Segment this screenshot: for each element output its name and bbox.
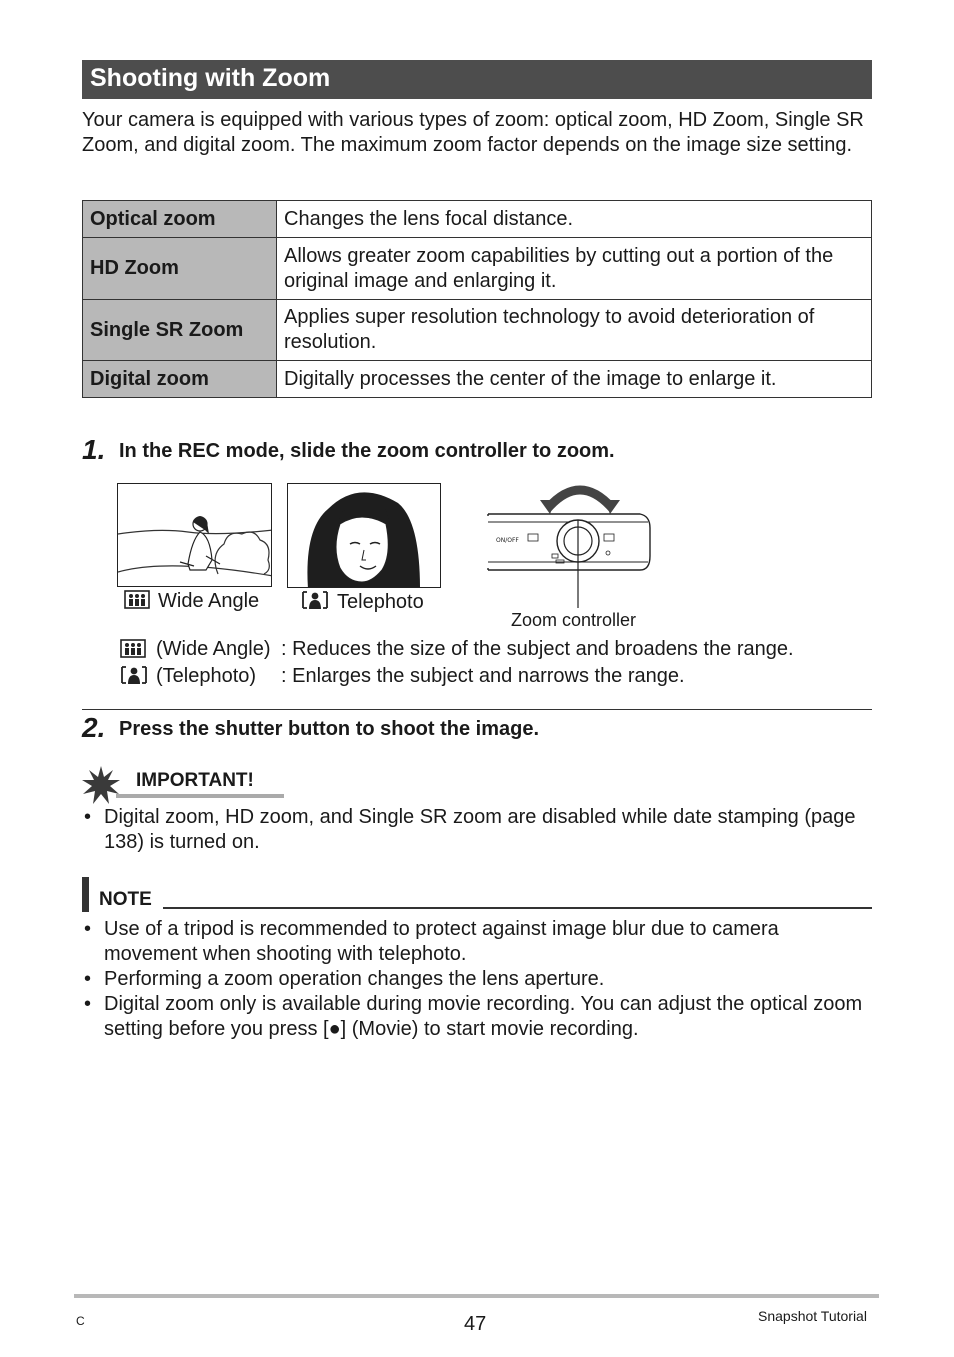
zoom-controller-caption: Zoom controller — [511, 610, 637, 630]
table-row — [83, 300, 872, 361]
zoom-type-name: Optical zoom — [83, 201, 277, 238]
step-divider — [82, 709, 872, 710]
note-label: NOTE — [99, 889, 152, 910]
zoom-type-desc: Digitally processes the center of the image to enlarge it. — [277, 361, 872, 398]
zoom-type-desc: Applies super resolution technology to avoid deterioration of resolution. — [277, 300, 872, 361]
table-row — [83, 361, 872, 398]
telephoto-icon — [301, 590, 329, 616]
list-item: • Digital zoom, HD zoom, and Single SR zoom are disabled while date stamping (page 138) is turned on. — [84, 806, 856, 853]
list-item: • Performing a zoom operation changes the lens aperture. — [84, 968, 605, 990]
note-rule — [163, 907, 872, 909]
list-item-text: Use of a tripod is recommended to protect against image blur due to camera movement when shooting with telephoto. — [104, 918, 779, 965]
footer-bar — [74, 1294, 879, 1298]
step-1-text: In the REC mode, slide the zoom controller to zoom. — [119, 440, 615, 462]
zoom-type-name: Single SR Zoom — [83, 300, 277, 361]
zoom-type-desc: Changes the lens focal distance. — [277, 201, 872, 238]
telephoto-illustration — [287, 483, 441, 588]
camera-onoff-label: ON/OFF — [496, 537, 519, 544]
telephoto-portrait-icon — [288, 484, 441, 588]
zoom-type-desc: Allows greater zoom capabilities by cutting out a portion of the original image and enlarging it. — [277, 238, 872, 300]
note-list — [84, 917, 864, 1042]
zoom-type-name: Digital zoom — [83, 361, 277, 398]
list-item-text: Digital zoom, HD zoom, and Single SR zoom are disabled while date stamping (page 138) is turned on. — [104, 806, 856, 853]
important-burst-icon — [82, 766, 120, 804]
note-bar-icon — [82, 877, 89, 912]
telephoto-legend-label: (Telephoto) — [156, 665, 257, 687]
page-number: 47 — [464, 1313, 487, 1335]
telephoto-legend-icon — [120, 665, 148, 688]
wide-angle-caption — [124, 590, 259, 615]
list-item-text: Digital zoom only is available during movie recording. You can adjust the optical zoom setting before you press [●] (Movie) to start movie recording. — [104, 993, 863, 1040]
telephoto-caption-text: Telephoto — [337, 591, 424, 613]
wide-angle-scene-icon — [118, 484, 272, 587]
important-underline — [116, 794, 284, 798]
wide-angle-icon — [124, 590, 150, 615]
section-title-bar — [82, 60, 872, 99]
step-2-number: 2. — [82, 712, 106, 743]
table-row — [83, 201, 872, 238]
telephoto-caption — [301, 590, 424, 616]
footer-section: Snapshot Tutorial — [758, 1308, 867, 1324]
camera-top-icon — [480, 474, 660, 610]
zoom-types-table — [82, 200, 872, 398]
list-item: • Digital zoom only is available during movie recording. You can adjust the optical zoom setting before you press [●] (Movie) to start movie recording. — [84, 993, 863, 1040]
wide-angle-legend-label: (Wide Angle) — [156, 638, 271, 660]
wide-angle-legend-desc: : Reduces the size of the subject and broadens the range. — [281, 638, 794, 660]
intro-paragraph: Your camera is equipped with various types of zoom: optical zoom, HD Zoom, Single SR Zoom, and digital zoom. The maximum zoom factor depends on the image size setting. — [82, 109, 864, 156]
step-2-text: Press the shutter button to shoot the image. — [119, 718, 540, 740]
wide-angle-legend-icon — [120, 638, 146, 661]
telephoto-legend-desc: : Enlarges the subject and narrows the range. — [281, 665, 685, 687]
wide-angle-illustration — [117, 483, 272, 587]
section-title: Shooting with Zoom — [90, 64, 331, 92]
step-1-number: 1. — [82, 434, 106, 465]
list-item-text: Performing a zoom operation changes the lens aperture. — [104, 968, 605, 990]
important-list — [84, 805, 864, 855]
footer-left: C — [76, 1314, 85, 1328]
list-item: • Use of a tripod is recommended to protect against image blur due to camera movement when shooting with telephoto. — [84, 918, 779, 965]
wide-angle-caption-text: Wide Angle — [158, 590, 260, 612]
zoom-type-name: HD Zoom — [83, 238, 277, 300]
camera-illustration — [480, 474, 660, 610]
important-label: IMPORTANT! — [136, 770, 254, 791]
table-row — [83, 238, 872, 300]
